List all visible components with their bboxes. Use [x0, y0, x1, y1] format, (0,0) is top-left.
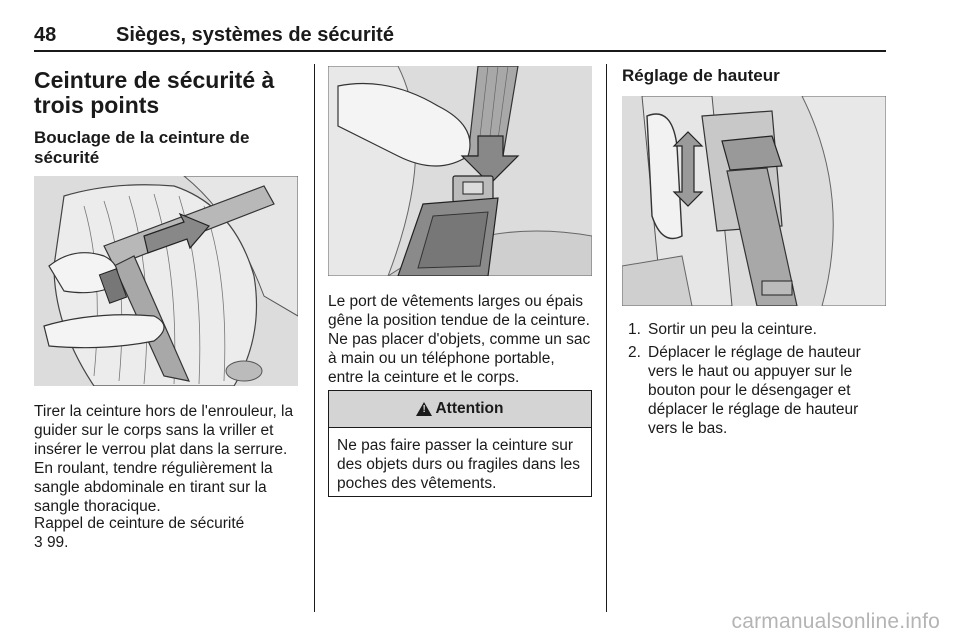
reminder-text: Rappel de ceinture de sécurité	[34, 515, 245, 532]
column-divider-2	[606, 64, 607, 612]
illustration-height-adjuster	[622, 96, 886, 306]
list-item	[622, 320, 890, 339]
paragraph-reminder	[34, 514, 300, 552]
page-header	[34, 24, 886, 52]
warning-header	[329, 391, 591, 428]
watermark: carmanualsonline.info	[731, 610, 940, 633]
warning-triangle-icon	[416, 402, 432, 416]
warning-box	[328, 390, 592, 497]
paragraph-clothing-warning: Le port de vêtements larges ou épais gêne la position tendue de la ceinture. Ne pas placer d'objets, comme un sac à main ou un téléphone portable, entre la ceinture et le corps.	[328, 293, 591, 386]
step-text: Sortir un peu la ceinture.	[648, 321, 817, 338]
section-title: Ceinture de sécurité à trois points	[34, 67, 275, 118]
step-number: 2.	[628, 344, 641, 361]
header-divider	[34, 50, 886, 52]
subsection-title-buckling: Bouclage de la ceinture de sécurité	[34, 128, 250, 167]
illustration-belt-latch	[328, 66, 592, 276]
subsection-title-height: Réglage de hauteur	[622, 66, 780, 85]
illustration-buckling-belt	[34, 176, 298, 386]
warning-title: Attention	[435, 400, 504, 417]
page-ref-icon: 3	[34, 534, 43, 551]
list-item	[622, 343, 890, 438]
page-ref-link[interactable]: 99.	[46, 534, 69, 551]
page-number: 48	[34, 24, 57, 46]
column-divider-1	[314, 64, 315, 612]
step-number: 1.	[628, 321, 641, 338]
height-adjust-steps	[622, 320, 890, 442]
step-text: Déplacer le réglage de hauteur vers le haut ou appuyer sur le bouton pour le désengager et déplacer le réglage de hauteur vers le bas.	[648, 344, 861, 437]
chapter-title: Sièges, systèmes de sécurité	[116, 24, 394, 46]
warning-text: Ne pas faire passer la ceinture sur des objets durs ou fragiles dans les poches des vêtements.	[337, 437, 580, 492]
paragraph-buckling-instructions: Tirer la ceinture hors de l'enrouleur, la guider sur le corps sans la vriller et insérer le verrou plat dans la serrure. En roulant, tendre régulièrement la sangle abdominale en tirant sur la sangle thoracique.	[34, 403, 294, 515]
